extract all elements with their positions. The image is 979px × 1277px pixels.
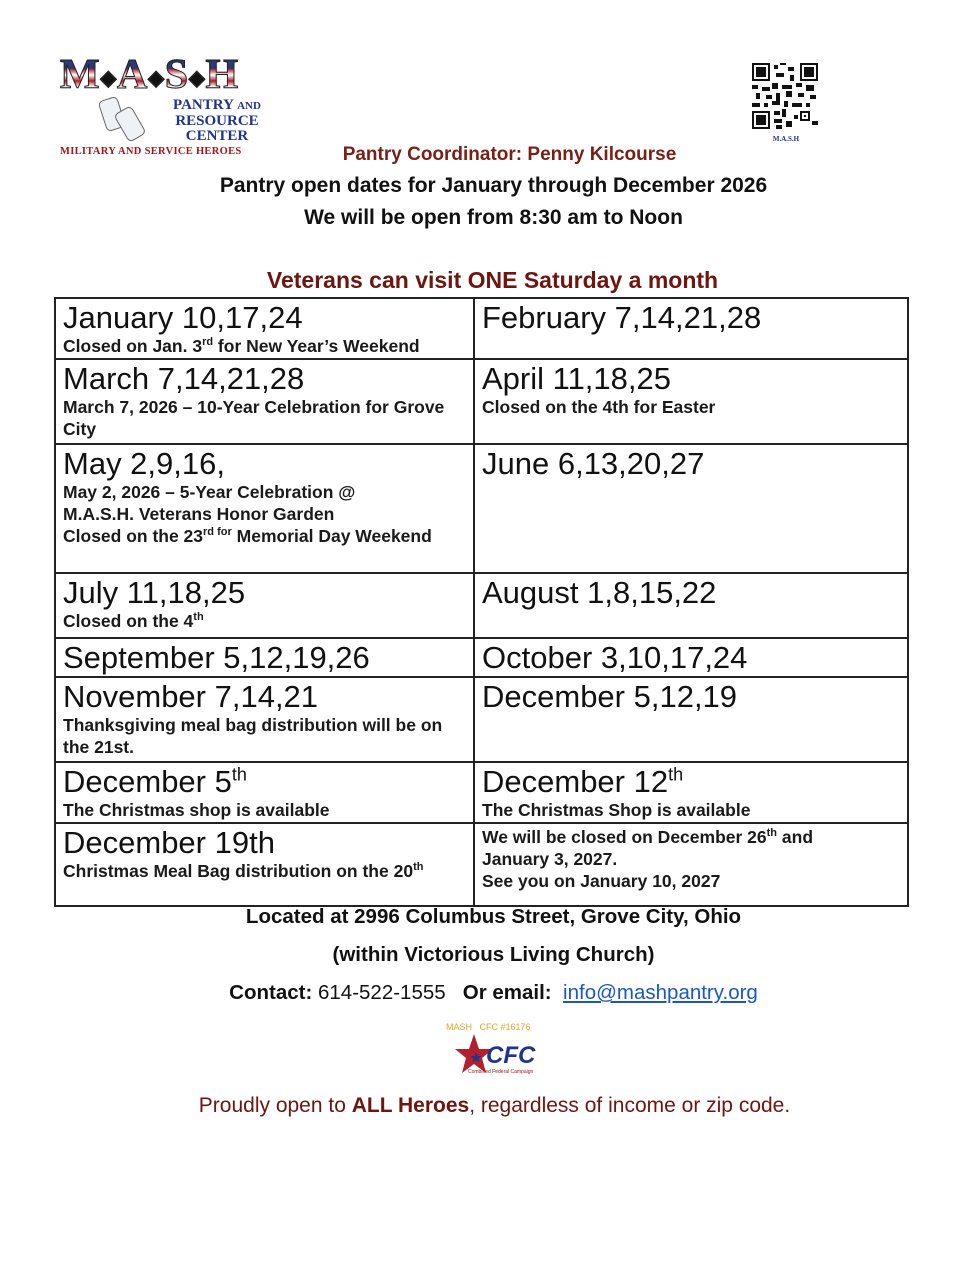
month-note: Closed on the 4th for Easter bbox=[482, 397, 716, 417]
schedule-cell-august bbox=[474, 573, 908, 638]
pantry-coordinator: Pantry Coordinator: Penny Kilcourse bbox=[342, 144, 677, 165]
month-dates: October 3,10,17,24 bbox=[482, 640, 748, 675]
schedule-cell-june bbox=[474, 444, 908, 573]
schedule-cell-march bbox=[55, 359, 474, 444]
cfc-logo bbox=[446, 1022, 542, 1080]
month-dates: April 11,18,25 bbox=[482, 361, 671, 396]
cfc-number: MASH CFC #16176 bbox=[446, 1022, 531, 1032]
qr-caption: M.A.S.H bbox=[772, 135, 800, 143]
schedule-cell-december-12 bbox=[474, 762, 908, 823]
cfc-subtitle: Combined Federal Campaign bbox=[468, 1069, 534, 1075]
month-note: The Christmas shop is available bbox=[63, 800, 330, 820]
month-dates: November 7,14,21 bbox=[63, 679, 319, 714]
table-row bbox=[55, 573, 908, 638]
month-dates: March 7,14,21,28 bbox=[63, 361, 305, 396]
table-row bbox=[55, 359, 908, 444]
open-dates-heading: Pantry open dates for January through December 2026 bbox=[219, 174, 768, 197]
schedule-cell-january bbox=[55, 298, 474, 359]
logo-subtitle: MILITARY AND SERVICE HEROES bbox=[60, 146, 242, 157]
schedule-cell-december bbox=[474, 677, 908, 762]
table-row bbox=[55, 823, 908, 906]
schedule-cell-closing-notice bbox=[474, 823, 908, 906]
month-dates: May 2,9,16, bbox=[63, 446, 225, 481]
month-dates: December 12th bbox=[482, 764, 684, 799]
location-church: (within Victorious Living Church) bbox=[332, 943, 655, 966]
month-dates: September 5,12,19,26 bbox=[63, 640, 370, 675]
month-note: March 7, 2026 – 10-Year Celebration for Grove City bbox=[63, 397, 445, 439]
proudly-open-statement: Proudly open to ALL Heroes, regardless of income or zip code. bbox=[198, 1094, 791, 1117]
schedule-cell-february bbox=[474, 298, 908, 359]
logo-mash-title: M◆A◆S◆H bbox=[60, 54, 295, 96]
schedule-cell-october bbox=[474, 638, 908, 677]
closing-note: We will be closed on December 26th and January 3, 2027. See you on January 10, 2027 bbox=[482, 827, 814, 891]
table-row bbox=[55, 762, 908, 823]
cfc-text: CFC bbox=[486, 1042, 536, 1069]
qr-code-icon[interactable] bbox=[752, 63, 818, 129]
schedule-cell-april bbox=[474, 359, 908, 444]
contact-line bbox=[0, 981, 979, 1005]
month-dates: February 7,14,21,28 bbox=[482, 300, 762, 335]
month-dates: December 19th bbox=[63, 825, 275, 860]
email-label: Or email: bbox=[462, 981, 552, 1004]
schedule-table bbox=[54, 297, 909, 907]
veterans-visit-heading: Veterans can visit ONE Saturday a month bbox=[266, 267, 719, 293]
month-note: The Christmas Shop is available bbox=[482, 800, 751, 820]
month-dates: August 1,8,15,22 bbox=[482, 575, 717, 610]
schedule-cell-september bbox=[55, 638, 474, 677]
schedule-cell-may bbox=[55, 444, 474, 573]
month-note: Christmas Meal Bag distribution on the 20th bbox=[63, 861, 424, 881]
dog-tags-icon bbox=[98, 92, 140, 138]
schedule-cell-july bbox=[55, 573, 474, 638]
schedule-cell-december-19 bbox=[55, 823, 474, 906]
logo-pantry-text: PANTRY AND RESOURCE CENTER bbox=[173, 97, 261, 144]
month-note: May 2, 2026 – 5-Year Celebration @ M.A.S.H. Veterans Honor Garden Closed on the 23rd $^{for}$ Memorial Day Weekend bbox=[63, 482, 432, 546]
table-row bbox=[55, 638, 908, 677]
month-dates: July 11,18,25 bbox=[63, 575, 246, 610]
table-row bbox=[55, 444, 908, 573]
month-dates: December 5,12,19 bbox=[482, 679, 738, 714]
table-row bbox=[55, 298, 908, 359]
phone-number: 614-522-1555 bbox=[318, 981, 446, 1004]
schedule-cell-november bbox=[55, 677, 474, 762]
contact-label: Contact: bbox=[229, 981, 313, 1004]
month-note: Closed on the 4th bbox=[63, 611, 204, 631]
hours-heading: We will be open from 8:30 am to Noon bbox=[304, 206, 683, 229]
location-address: Located at 2996 Columbus Street, Grove City, Ohio bbox=[245, 905, 742, 928]
table-row bbox=[55, 677, 908, 762]
month-dates: June 6,13,20,27 bbox=[482, 446, 705, 481]
month-note: Closed on Jan. 3rd for New Year’s Weekend bbox=[63, 336, 420, 356]
email-link[interactable]: info@mashpantry.org bbox=[563, 981, 758, 1004]
month-dates: December 5th bbox=[63, 764, 247, 799]
schedule-cell-december-5 bbox=[55, 762, 474, 823]
month-note: Thanksgiving meal bag distribution will be on the 21st. bbox=[63, 715, 443, 757]
month-dates: January 10,17,24 bbox=[63, 300, 303, 335]
